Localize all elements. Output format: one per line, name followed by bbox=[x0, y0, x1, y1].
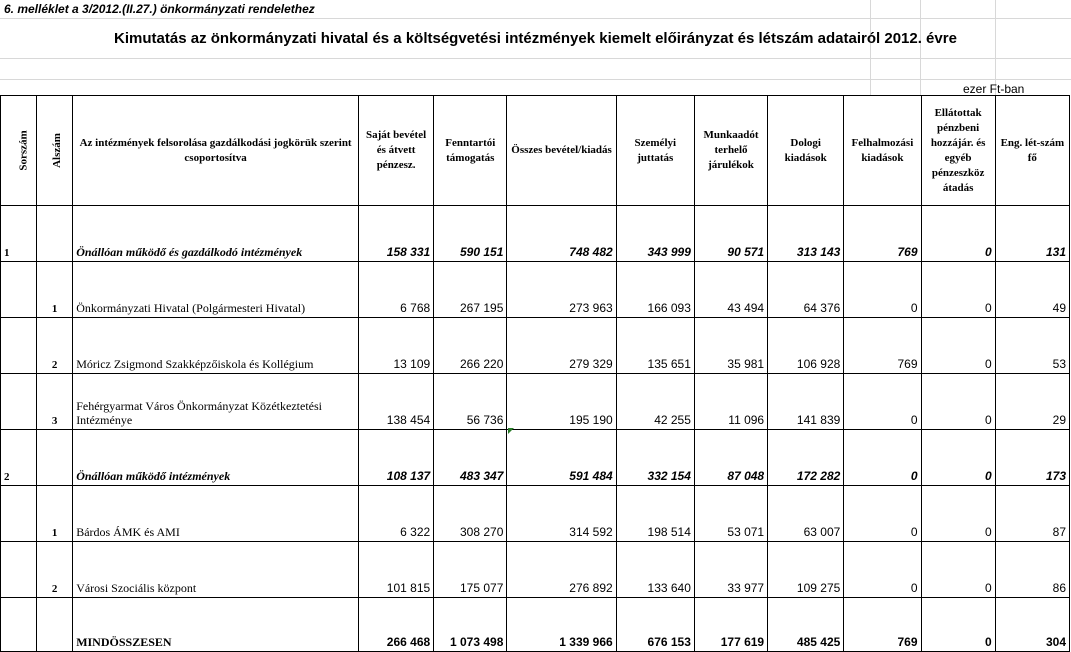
col-alszam: Alszám bbox=[37, 96, 73, 206]
cell-letszam: 53 bbox=[995, 318, 1069, 374]
cell-name: Önkormányzati Hivatal (Polgármesteri Hivatal) bbox=[73, 262, 359, 318]
cell-ellatottak: 0 bbox=[921, 262, 995, 318]
cell-dologi: 141 839 bbox=[768, 374, 844, 430]
cell-felhalmozasi: 769 bbox=[844, 318, 921, 374]
col-ellatottak: Ellátottak pénzbeni hozzájár. és egyéb pénzeszköz átadás bbox=[921, 96, 995, 206]
cell-sorszam bbox=[1, 374, 37, 430]
cell-sajat: 101 815 bbox=[358, 542, 433, 598]
cell-dologi: 109 275 bbox=[768, 542, 844, 598]
cell-letszam: 131 bbox=[995, 206, 1069, 262]
col-szemelyi: Személyi juttatás bbox=[616, 96, 694, 206]
col-fenntartoi: Fenntartói támogatás bbox=[434, 96, 507, 206]
cell-munkaadot: 53 071 bbox=[694, 486, 767, 542]
cell-letszam: 29 bbox=[995, 374, 1069, 430]
cell-felhalmozasi: 0 bbox=[844, 430, 921, 486]
cell-comment-marker bbox=[508, 428, 514, 434]
cell-sorszam bbox=[1, 318, 37, 374]
cell-munkaadot: 35 981 bbox=[694, 318, 767, 374]
cell-osszes: 314 592 bbox=[507, 486, 616, 542]
table-row bbox=[1, 430, 1070, 486]
cell-felhalmozasi: 769 bbox=[844, 206, 921, 262]
cell-szemelyi: 343 999 bbox=[616, 206, 694, 262]
cell-ellatottak: 0 bbox=[921, 598, 995, 652]
cell-munkaadot: 33 977 bbox=[694, 542, 767, 598]
cell-osszes: 748 482 bbox=[507, 206, 616, 262]
cell-munkaadot: 43 494 bbox=[694, 262, 767, 318]
cell-name: Önállóan működő és gazdálkodó intézmények bbox=[73, 206, 359, 262]
cell-osszes: 276 892 bbox=[507, 542, 616, 598]
cell-szemelyi: 42 255 bbox=[616, 374, 694, 430]
cell-sajat: 108 137 bbox=[358, 430, 433, 486]
cell-fenntartoi: 1 073 498 bbox=[434, 598, 507, 652]
header-note: 6. melléklet a 3/2012.(II.27.) önkormányzati rendelethez bbox=[4, 2, 315, 16]
cell-dologi: 63 007 bbox=[768, 486, 844, 542]
cell-letszam: 173 bbox=[995, 430, 1069, 486]
col-sorszam: Sorszám bbox=[1, 96, 37, 206]
cell-sorszam bbox=[1, 486, 37, 542]
cell-ellatottak: 0 bbox=[921, 486, 995, 542]
cell-sorszam bbox=[1, 262, 37, 318]
cell-dologi: 172 282 bbox=[768, 430, 844, 486]
cell-fenntartoi: 56 736 bbox=[434, 374, 507, 430]
cell-letszam: 49 bbox=[995, 262, 1069, 318]
cell-ellatottak: 0 bbox=[921, 542, 995, 598]
cell-sajat: 138 454 bbox=[358, 374, 433, 430]
data-table bbox=[0, 95, 1070, 652]
table-row bbox=[1, 262, 1070, 318]
cell-sajat: 6 768 bbox=[358, 262, 433, 318]
col-letszam: Eng. lét-szám fő bbox=[995, 96, 1069, 206]
cell-munkaadot: 90 571 bbox=[694, 206, 767, 262]
col-felhalmozasi: Felhalmozási kiadások bbox=[844, 96, 921, 206]
cell-felhalmozasi: 0 bbox=[844, 374, 921, 430]
cell-sajat: 158 331 bbox=[358, 206, 433, 262]
cell-alszam bbox=[37, 430, 73, 486]
cell-name: Önállóan működő intézmények bbox=[73, 430, 359, 486]
cell-dologi: 485 425 bbox=[768, 598, 844, 652]
cell-fenntartoi: 590 151 bbox=[434, 206, 507, 262]
col-dologi: Dologi kiadások bbox=[768, 96, 844, 206]
total-row bbox=[1, 598, 1070, 652]
cell-fenntartoi: 266 220 bbox=[434, 318, 507, 374]
col-name: Az intézmények felsorolása gazdálkodási jogkörük szerint csoportosítva bbox=[73, 96, 359, 206]
cell-felhalmozasi: 0 bbox=[844, 542, 921, 598]
cell-sorszam bbox=[1, 542, 37, 598]
cell-name: MINDÖSSZESEN bbox=[73, 598, 359, 652]
unit-label: ezer Ft-ban bbox=[963, 82, 1025, 96]
cell-ellatottak: 0 bbox=[921, 206, 995, 262]
cell-alszam: 2 bbox=[37, 542, 73, 598]
cell-osszes: 591 484 bbox=[507, 430, 616, 486]
table-row bbox=[1, 206, 1070, 262]
cell-ellatottak: 0 bbox=[921, 374, 995, 430]
cell-sajat: 6 322 bbox=[358, 486, 433, 542]
cell-sorszam: 1 bbox=[1, 206, 37, 262]
cell-sorszam: 2 bbox=[1, 430, 37, 486]
cell-szemelyi: 133 640 bbox=[616, 542, 694, 598]
table-row bbox=[1, 486, 1070, 542]
cell-ellatottak: 0 bbox=[921, 318, 995, 374]
cell-osszes: 1 339 966 bbox=[507, 598, 616, 652]
cell-dologi: 313 143 bbox=[768, 206, 844, 262]
cell-alszam: 1 bbox=[37, 262, 73, 318]
page-title: Kimutatás az önkormányzati hivatal és a költségvetési intézmények kiemelt előirányzat és létszám adatairól 2012. évre bbox=[114, 30, 957, 47]
cell-osszes: 279 329 bbox=[507, 318, 616, 374]
cell-munkaadot: 177 619 bbox=[694, 598, 767, 652]
cell-felhalmozasi: 0 bbox=[844, 262, 921, 318]
cell-dologi: 64 376 bbox=[768, 262, 844, 318]
cell-letszam: 86 bbox=[995, 542, 1069, 598]
cell-fenntartoi: 175 077 bbox=[434, 542, 507, 598]
cell-felhalmozasi: 0 bbox=[844, 486, 921, 542]
col-osszes: Összes bevétel/kiadás bbox=[507, 96, 616, 206]
cell-szemelyi: 332 154 bbox=[616, 430, 694, 486]
cell-sajat: 13 109 bbox=[358, 318, 433, 374]
cell-osszes: 195 190 bbox=[507, 374, 616, 430]
table-row bbox=[1, 542, 1070, 598]
table-row bbox=[1, 374, 1070, 430]
cell-munkaadot: 11 096 bbox=[694, 374, 767, 430]
cell-felhalmozasi: 769 bbox=[844, 598, 921, 652]
table-row bbox=[1, 318, 1070, 374]
cell-alszam bbox=[37, 206, 73, 262]
cell-ellatottak: 0 bbox=[921, 430, 995, 486]
cell-fenntartoi: 308 270 bbox=[434, 486, 507, 542]
cell-name: Móricz Zsigmond Szakképzőiskola és Kollégium bbox=[73, 318, 359, 374]
cell-dologi: 106 928 bbox=[768, 318, 844, 374]
cell-name: Városi Szociális központ bbox=[73, 542, 359, 598]
cell-szemelyi: 166 093 bbox=[616, 262, 694, 318]
cell-szemelyi: 676 153 bbox=[616, 598, 694, 652]
cell-alszam: 3 bbox=[37, 374, 73, 430]
cell-letszam: 87 bbox=[995, 486, 1069, 542]
cell-alszam: 2 bbox=[37, 318, 73, 374]
cell-name: Fehérgyarmat Város Önkormányzat Közétkeztetési Intézménye bbox=[73, 374, 359, 430]
cell-sajat: 266 468 bbox=[358, 598, 433, 652]
cell-szemelyi: 135 651 bbox=[616, 318, 694, 374]
header-row bbox=[1, 96, 1070, 206]
cell-letszam: 304 bbox=[995, 598, 1069, 652]
cell-fenntartoi: 267 195 bbox=[434, 262, 507, 318]
cell-alszam bbox=[37, 598, 73, 652]
cell-fenntartoi: 483 347 bbox=[434, 430, 507, 486]
cell-name: Bárdos ÁMK és AMI bbox=[73, 486, 359, 542]
col-sajat: Saját bevétel és átvett pénzesz. bbox=[358, 96, 433, 206]
col-munkaadot: Munkaadót terhelő járulékok bbox=[694, 96, 767, 206]
cell-sorszam bbox=[1, 598, 37, 652]
cell-szemelyi: 198 514 bbox=[616, 486, 694, 542]
cell-osszes: 273 963 bbox=[507, 262, 616, 318]
cell-alszam: 1 bbox=[37, 486, 73, 542]
cell-munkaadot: 87 048 bbox=[694, 430, 767, 486]
